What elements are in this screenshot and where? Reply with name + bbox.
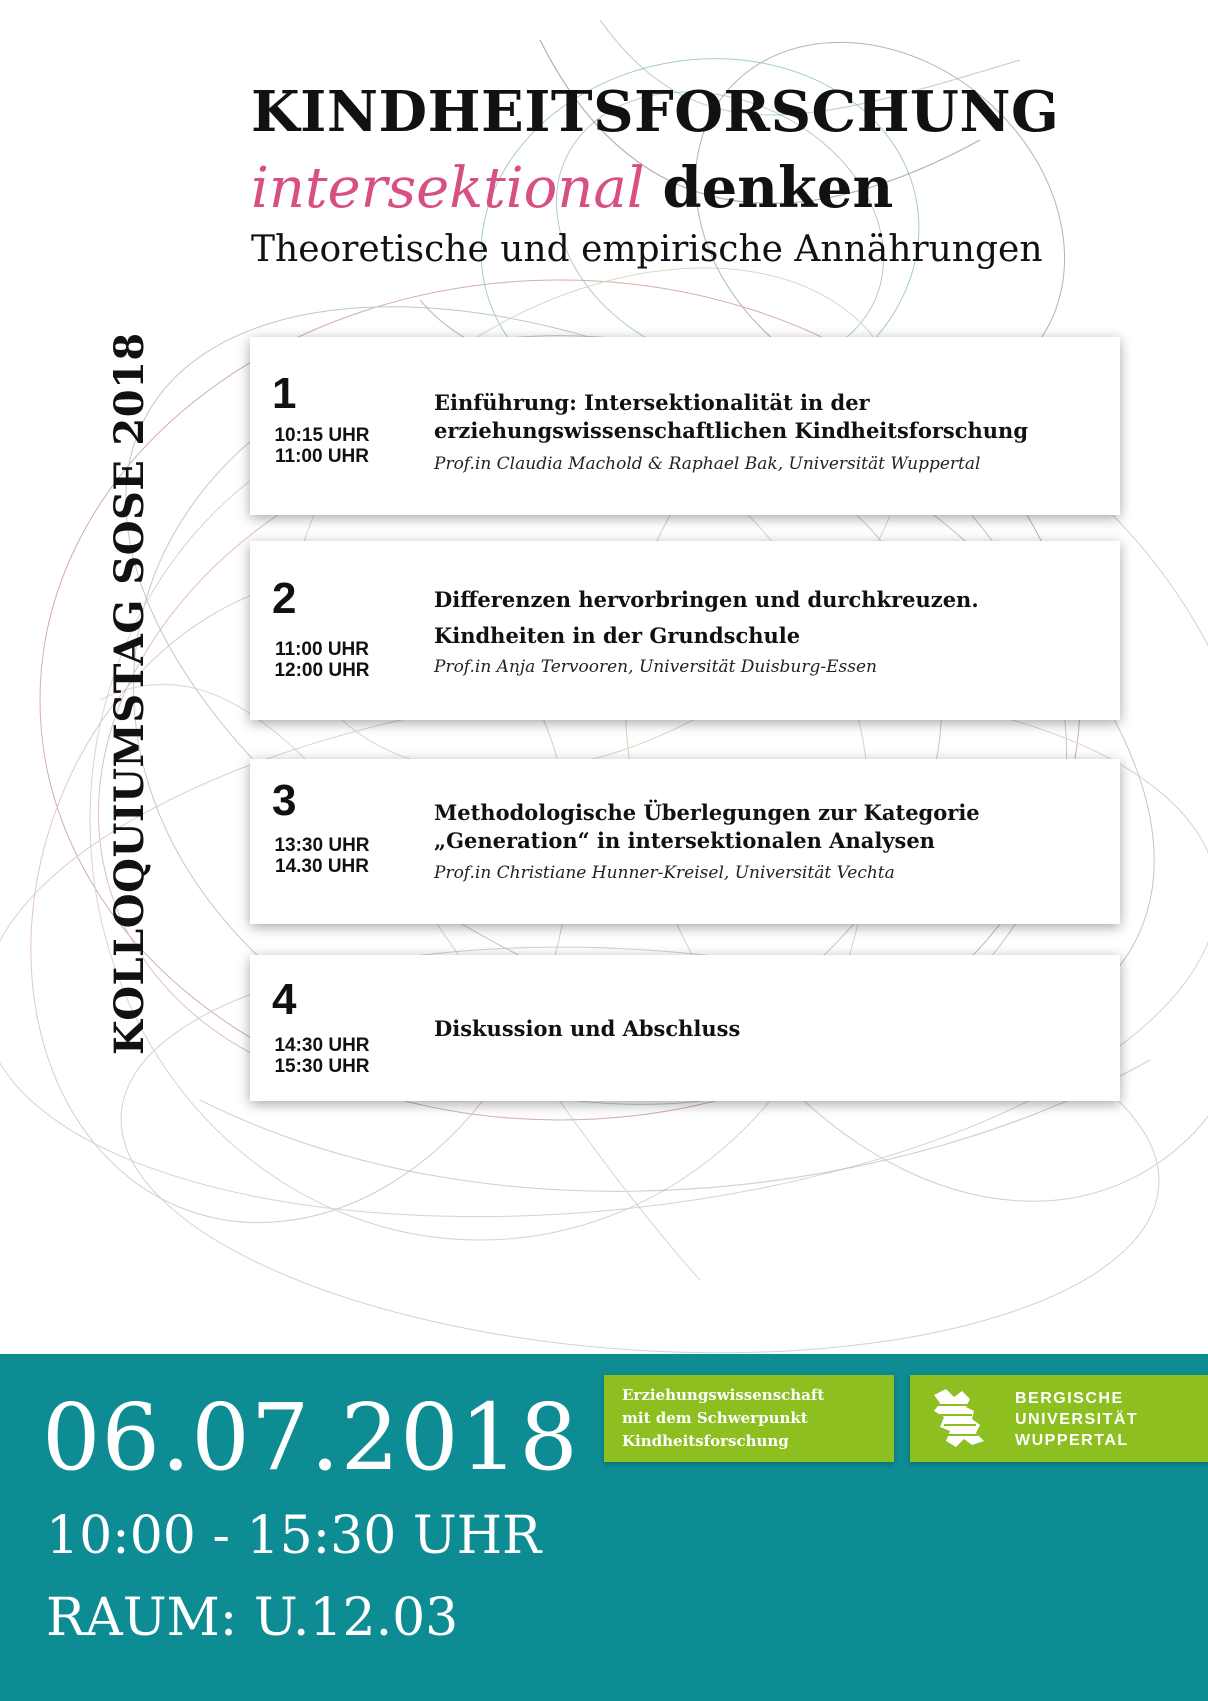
- session-topic-line1: Diskussion und Abschluss: [434, 1016, 741, 1041]
- subline-rest: denken: [662, 155, 894, 221]
- university-line: UNIVERSITÄT: [1015, 1411, 1139, 1428]
- session-time-start: 10:15 UHR: [274, 425, 370, 446]
- session-card-1: [250, 337, 1120, 515]
- department-line: mit dem Schwerpunkt: [622, 1409, 808, 1427]
- session-topic-line1: Methodologische Überlegungen zur Kategorie: [434, 800, 980, 825]
- vertical-event-label: [106, 332, 153, 1055]
- session-topic-line1: Einführung: Intersektionalität in der: [434, 390, 870, 415]
- session-speaker: Prof.in Claudia Machold & Raphael Bak, Universität Wuppertal: [434, 454, 981, 474]
- page-subtitle: Theoretische und empirische Annährungen: [251, 229, 1043, 270]
- session-topic-line2: erziehungswissenschaftlichen Kindheitsforschung: [434, 418, 1029, 443]
- session-card-4: [250, 955, 1120, 1101]
- session-time-start: 11:00 UHR: [275, 639, 369, 660]
- session-topic-line2: Kindheiten in der Grundschule: [434, 623, 801, 648]
- session-number: 1: [272, 369, 297, 418]
- event-date: 06.07.2018: [42, 1384, 579, 1491]
- title-subline: [251, 155, 894, 221]
- page-title: KINDHEITSFORSCHUNG: [251, 79, 1060, 145]
- lion-crest-icon: [926, 1385, 996, 1453]
- session-time-start: 13:30 UHR: [274, 835, 370, 856]
- session-card-2: [250, 541, 1120, 720]
- session-speaker: Prof.in Christiane Hunner-Kreisel, Universität Vechta: [434, 863, 895, 883]
- session-number: 3: [272, 776, 297, 825]
- university-line: BERGISCHE: [1015, 1390, 1124, 1407]
- session-time-start: 14:30 UHR: [274, 1035, 370, 1056]
- department-line: Kindheitsforschung: [622, 1432, 789, 1450]
- department-badge: [604, 1375, 894, 1462]
- event-label: KOLLOQUIUMSTAG SOSE: [106, 459, 153, 1055]
- event-time: 10:00 - 15:30 UHR: [46, 1506, 542, 1566]
- event-room: RAUM: U.12.03: [46, 1588, 459, 1648]
- session-number: 2: [272, 574, 297, 623]
- session-speaker: Prof.in Anja Tervooren, Universität Duisburg-Essen: [434, 657, 877, 677]
- session-card-3: [250, 759, 1120, 924]
- university-line: WUPPERTAL: [1015, 1432, 1129, 1449]
- session-time-end: 14.30 UHR: [275, 856, 369, 877]
- event-year: 2018: [106, 332, 153, 446]
- session-number: 4: [272, 975, 297, 1024]
- subline-highlight: intersektional: [251, 156, 645, 221]
- session-time-end: 12:00 UHR: [274, 660, 370, 681]
- session-time-end: 11:00 UHR: [275, 446, 369, 467]
- session-topic-line1: Differenzen hervorbringen und durchkreuzen.: [434, 587, 979, 612]
- session-time-end: 15:30 UHR: [274, 1056, 370, 1077]
- university-badge: [910, 1375, 1208, 1462]
- department-line: Erziehungswissenschaft: [622, 1386, 825, 1404]
- session-topic-line2: „Generation“ in intersektionalen Analysen: [434, 828, 935, 853]
